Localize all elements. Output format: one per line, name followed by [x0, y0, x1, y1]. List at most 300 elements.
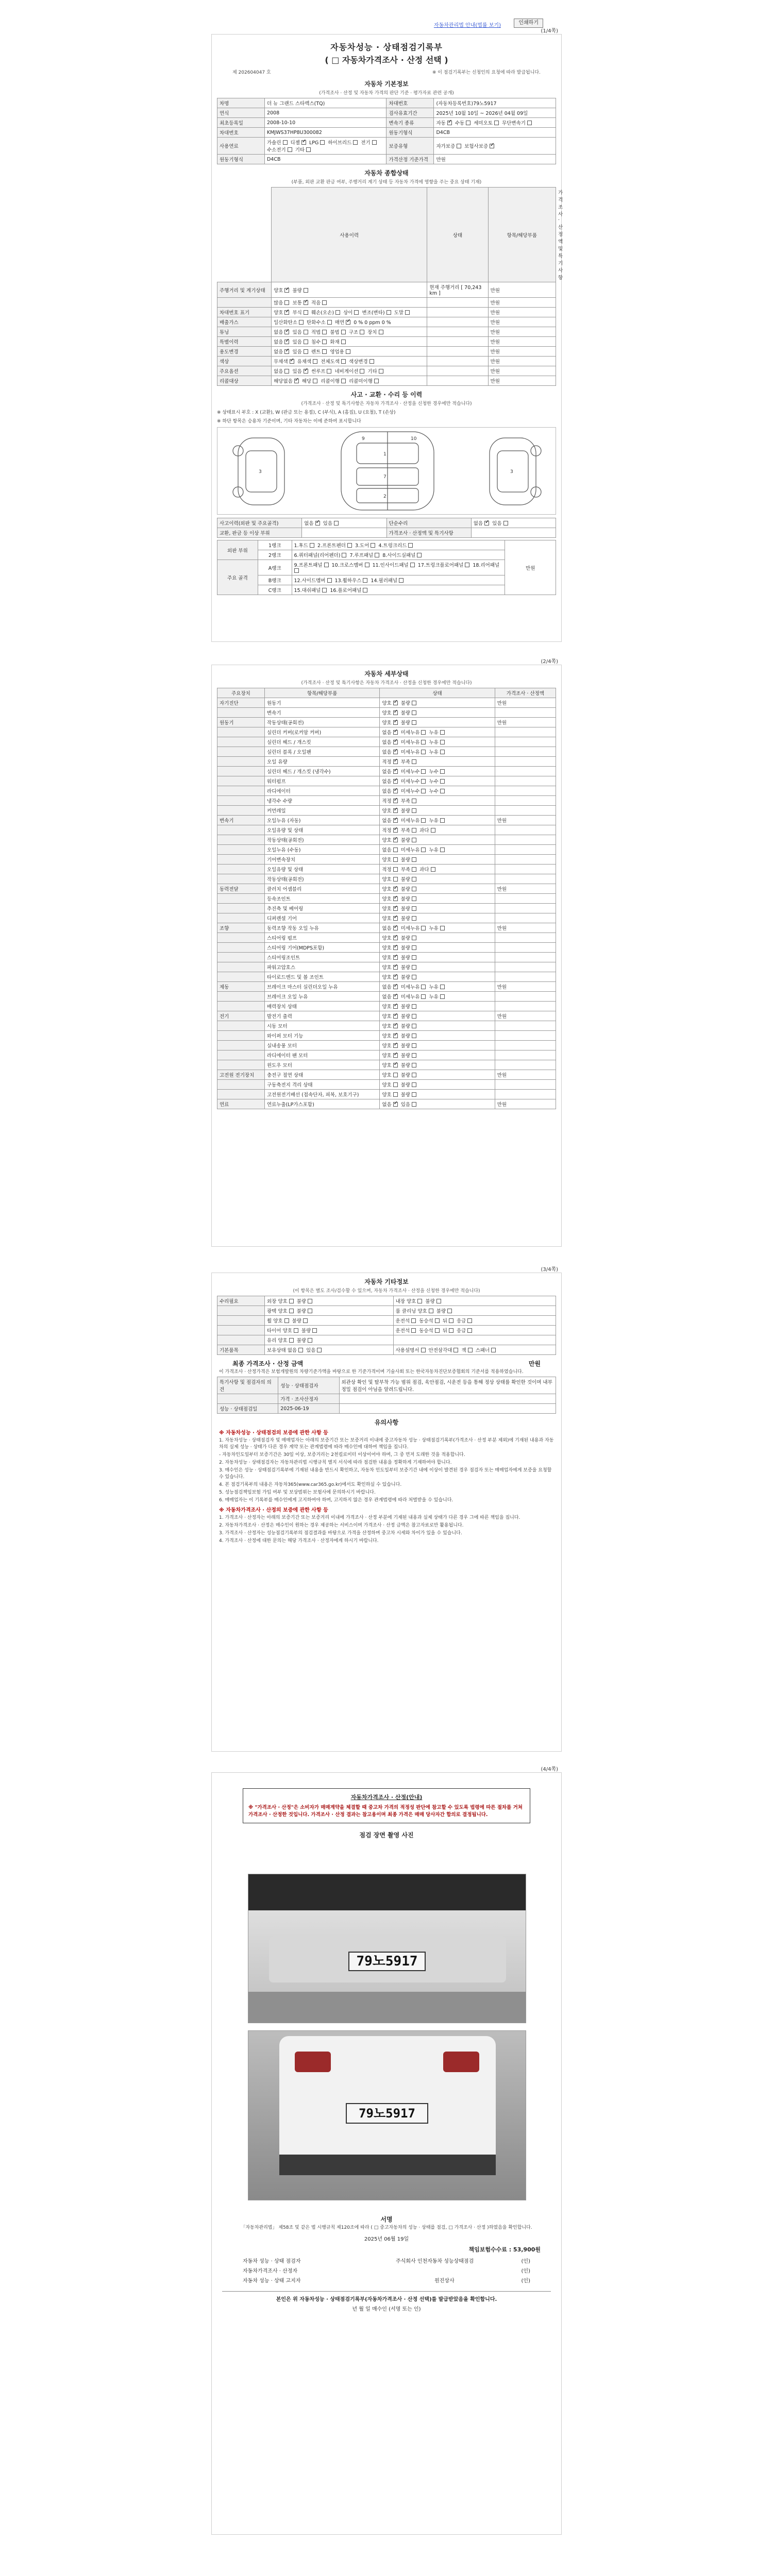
car-damage-diagram [217, 427, 556, 515]
table-cell: 타이어 양호 불량 [264, 1326, 393, 1335]
table-cell: 휠 양호 불량 [264, 1316, 393, 1326]
checkbox [449, 1328, 453, 1333]
checkbox [284, 349, 289, 354]
table-cell: 가격 · 조사산정자 [278, 1394, 339, 1404]
checkbox [484, 521, 489, 526]
table-cell: 최초등록일 [217, 118, 265, 128]
page-3 [211, 1267, 562, 1752]
checkbox [405, 310, 410, 315]
table-cell: 없음 ✓ 있음 적법 불법 구조 장치 [272, 327, 427, 337]
checkbox [393, 985, 398, 989]
table-cell: 없음 ✓ 미세누유 누유 [380, 747, 495, 757]
table-cell [217, 1002, 265, 1011]
checkbox [467, 1328, 472, 1333]
checkbox [322, 330, 327, 334]
table-cell: 양호 ✓ 불량 [380, 1021, 495, 1031]
checkbox [294, 379, 299, 383]
table-cell [217, 786, 265, 796]
checkbox [393, 1102, 398, 1107]
table-cell: 양호 불량 [380, 1090, 495, 1099]
table-row [217, 718, 556, 727]
table-cell: 라디에이터 팬 모터 [264, 1050, 379, 1060]
checkbox [421, 730, 426, 735]
table-cell: 차대번호 [386, 98, 434, 108]
checkbox [453, 1348, 458, 1352]
table-cell [495, 806, 556, 816]
table-cell [495, 855, 556, 865]
table-cell: 커먼레일 [264, 806, 379, 816]
accident-legend: ※ 상태표시 부호 : X (교환), W (판금 또는 용접), C (부식), A (흠집), U (요철), T (손상) [217, 410, 396, 415]
table-cell: 제동 [217, 982, 265, 992]
table-cell [495, 865, 556, 874]
checkbox [412, 945, 416, 950]
table-cell: 양호 ✓ 불량 [380, 1031, 495, 1041]
column-header: 상태 [380, 688, 495, 698]
table-row [217, 1080, 556, 1090]
table-cell [217, 894, 265, 904]
table-cell: 냉각수 수량 [264, 796, 379, 806]
table-cell: 만원 [505, 540, 556, 595]
table-row [217, 786, 556, 796]
accident-sub: (가격조사 · 산정 및 특기사항은 자동차 가격조사 · 산정을 신청한 경우에만 적습니다) [301, 401, 472, 406]
table-cell: 없음 있음 ✓ 썬루프 네비게이션 기타 [272, 366, 427, 376]
checkbox [334, 521, 339, 526]
table-cell: 용도변경 [217, 347, 272, 357]
table-cell [217, 845, 265, 855]
checkbox [304, 349, 308, 354]
signature-cell: 원진상사 [434, 2278, 455, 2284]
table-row [217, 1060, 556, 1070]
column-header: 항목/해당부품 [264, 688, 379, 698]
signature-row [243, 2276, 530, 2284]
table-row [217, 118, 556, 128]
table-cell: 양호 ✓ 불량 [380, 913, 495, 923]
table-cell: 운전석 동승석 뒤 응급 [393, 1326, 556, 1335]
photos-title: 점검 장면 촬영 사진 [359, 1832, 414, 1839]
checkbox [322, 349, 327, 354]
table-cell: 양호 ✓ 불량 [380, 884, 495, 894]
checkbox [440, 818, 445, 823]
table-cell [217, 874, 265, 884]
table-cell: 파워고압호스 [264, 962, 379, 972]
checkbox [375, 553, 379, 557]
checkbox [393, 1063, 398, 1067]
page-2 [211, 659, 562, 1247]
checkbox [494, 121, 499, 125]
checkbox [393, 1043, 398, 1048]
table-cell: 만원 [488, 337, 556, 347]
table-cell [495, 874, 556, 884]
table-row [217, 337, 556, 347]
page-1 [211, 28, 563, 642]
checkbox [421, 848, 426, 852]
table-cell [217, 855, 265, 865]
table-row [217, 1021, 556, 1031]
table-cell: 수리필요 [217, 1296, 265, 1306]
table-cell: 브레이크 오일 누유 [264, 992, 379, 1002]
table-cell [217, 1326, 265, 1335]
table-row [217, 1099, 556, 1109]
table-cell: 사고이력(외판 및 주요골격) [217, 518, 302, 528]
checkbox [313, 359, 317, 364]
page-count-4: (4/4쪽) [541, 1767, 558, 1772]
table-cell: 운전석 동승석 뒤 응급 [393, 1316, 556, 1326]
checkbox [412, 1063, 416, 1067]
table-cell: 해당없음 ✓ 해당 리콜이행 리콜미이행 [272, 376, 427, 386]
table-cell: 2008 [264, 108, 386, 118]
table-row [217, 1090, 556, 1099]
table-row [217, 737, 556, 747]
table-cell: 워터펌프 [264, 776, 379, 786]
table-cell: 시동 모터 [264, 1021, 379, 1031]
document-number: 제 202604047 호 [232, 70, 271, 75]
table-cell [217, 962, 265, 972]
table-cell [495, 786, 556, 796]
basic-info-title: 자동차 기본정보 [364, 80, 409, 88]
table-cell [427, 317, 488, 327]
table-cell: 조향 [217, 923, 265, 933]
inspection-photo-rear [248, 2030, 526, 2200]
checkbox [310, 543, 314, 548]
table-row [217, 1394, 556, 1404]
table-cell [495, 845, 556, 855]
table-cell: 스티어링 펌프 [264, 933, 379, 943]
table-cell: 튜닝 [217, 327, 272, 337]
table-cell: 없음 ✓ 있음 [302, 518, 386, 528]
notice-item: 2. 자동차성능 · 상태점검자는 자동차관리법 시행규칙 별지 서식에 따라 점검한 내용을 정확하게 기재하여야 합니다. [219, 1460, 452, 1465]
signature-date: 2025년 06월 19일 [364, 2236, 409, 2242]
table-row [217, 845, 556, 855]
accident-title: 사고 · 교환 · 수리 등 이력 [350, 391, 423, 398]
table-cell: (자동차등록번호)79노5917 [434, 98, 556, 108]
checkbox [412, 906, 416, 911]
svg-text:3: 3 [259, 469, 262, 474]
column-header: 주요장치 [217, 688, 265, 698]
table-row [217, 1306, 556, 1316]
checkbox [412, 1004, 416, 1009]
notice-item: 4. 본 점검기록부의 내용은 자동차365(www.car365.go.kr)에서도 확인하실 수 있습니다. [219, 1482, 402, 1487]
checkbox [322, 300, 327, 305]
checkbox [449, 1318, 453, 1323]
table-cell: 만원 [495, 1099, 556, 1109]
table-row [217, 913, 556, 923]
checkbox [284, 300, 289, 305]
table-cell [217, 1050, 265, 1060]
checkbox [503, 521, 508, 526]
table-cell [495, 1050, 556, 1060]
table-row [217, 155, 556, 164]
table-cell: 만원 [434, 155, 556, 164]
table-cell [217, 1060, 265, 1070]
buyer-sign-line: 년 월 일 매수인 (서명 또는 인) [352, 2307, 421, 2312]
checkbox [421, 994, 426, 999]
table-cell [495, 708, 556, 718]
checkbox [301, 140, 306, 145]
checkbox [290, 359, 294, 364]
table-cell: 배력장치 상태 [264, 1002, 379, 1011]
checkbox [304, 330, 308, 334]
price-guide-box [243, 1788, 530, 1823]
checkbox [393, 740, 398, 744]
svg-text:10: 10 [411, 436, 417, 442]
table-cell: 특기사항 및 점검자의 의견 [217, 1377, 278, 1394]
checkbox [393, 848, 398, 852]
table-cell: 없음 ✓ 미세누유 누유 [380, 982, 495, 992]
table-cell: 2랭크 [258, 550, 292, 560]
table-cell: 양호 ✓ 불량 [380, 1002, 495, 1011]
checkbox [411, 1318, 416, 1323]
checkbox [393, 701, 398, 705]
table-cell: 변속기 [217, 816, 265, 825]
table-row [217, 757, 556, 767]
checkbox [393, 779, 398, 784]
detail-title: 자동차 세부상태 [364, 670, 409, 677]
table-row [217, 376, 556, 386]
checkbox [393, 1014, 398, 1019]
checkbox [440, 985, 445, 989]
notice-item: 3. 매수인은 성능 · 상태점검기록부에 기재된 내용을 반드시 확인하고, 자동차 인도일부터 보증기간 내에 이상이 발견된 경우 점검자 또는 매매업자에게 보증을 요청할 수 있습니다. [219, 1468, 552, 1480]
svg-text:3: 3 [510, 469, 513, 474]
table-cell [217, 913, 265, 923]
checkbox [335, 310, 340, 315]
checkbox [284, 330, 289, 334]
checkbox [417, 1299, 422, 1303]
checkbox [354, 310, 359, 315]
checkbox [386, 310, 391, 315]
table-cell [495, 972, 556, 982]
column-header: 상태 [427, 188, 488, 282]
table-row [217, 767, 556, 776]
table-cell: 만원 [488, 347, 556, 357]
checkbox [412, 1102, 416, 1107]
table-cell: 연료누출(LP가스포함) [264, 1099, 379, 1109]
law-guide-link[interactable]: 자동차관리법 안내(법률 보기) [433, 23, 501, 28]
table-cell: 2025-06-19 [278, 1404, 339, 1414]
table-cell: 외장 양호 불량 [264, 1296, 393, 1306]
table-cell: B랭크 [258, 575, 292, 585]
table-cell: 원동기 [217, 718, 265, 727]
table-cell [495, 1041, 556, 1050]
checkbox [341, 340, 346, 344]
table-cell: 많음 보통 ✓ 적음 [272, 298, 427, 308]
checkbox [284, 369, 289, 374]
table-cell [339, 1404, 556, 1414]
table-cell: 검사유효기간 [386, 108, 434, 118]
table-cell: 적정 ✓ 부족 [380, 796, 495, 806]
table-row [217, 1335, 556, 1345]
other-table [217, 1296, 556, 1355]
print-button[interactable]: 인쇄하기 [514, 19, 543, 28]
table-cell [427, 308, 488, 317]
table-cell: 2025년 10월 10일 ~ 2026년 04월 09일 [434, 108, 556, 118]
table-cell: 변속기 [264, 708, 379, 718]
table-cell: 없음 ✓ 미세누유 누유 [380, 737, 495, 747]
checkbox [393, 857, 398, 862]
table-cell: 고전원전기배선 (접속단자, 피복, 보호기구) [264, 1090, 379, 1099]
checkbox [410, 563, 415, 567]
table-cell [495, 737, 556, 747]
checkbox [490, 144, 494, 148]
checkbox [435, 1328, 440, 1333]
basic-info-table [217, 98, 556, 164]
table-row [217, 972, 556, 982]
checkbox [303, 1318, 308, 1323]
table-cell: 양호 ✓ 불량 [380, 1060, 495, 1070]
checkbox [412, 975, 416, 979]
table-row [217, 874, 556, 884]
table-row [217, 357, 556, 366]
checkbox [393, 1082, 398, 1087]
table-cell: 만원 [495, 718, 556, 727]
table-cell: 발전기 출력 [264, 1011, 379, 1021]
final-price-title: 최종 가격조사 · 산정 금액 [232, 1360, 304, 1367]
column-header: 가격조사 · 산정액 [495, 688, 556, 698]
checkbox [289, 1299, 294, 1303]
checkbox [379, 330, 383, 334]
table-cell [495, 1090, 556, 1099]
table-row [217, 1050, 556, 1060]
table-cell: 없음 ✓ 미세누유 누유 [380, 923, 495, 933]
table-cell [217, 1090, 265, 1099]
table-row [217, 282, 556, 298]
table-cell: 만원 [488, 282, 556, 298]
checkbox [393, 1033, 398, 1038]
table-cell: KMJWS37HP8U300082 [264, 128, 386, 138]
checkbox [412, 887, 416, 891]
checkbox [393, 838, 398, 842]
checkbox [320, 140, 325, 145]
table-cell: 없음 ✓ 미세누수 누수 [380, 776, 495, 786]
table-cell [339, 1394, 556, 1404]
table-cell: D4CB [264, 155, 386, 164]
checkbox [304, 300, 308, 305]
table-cell: 성능 · 상태점검일 [217, 1404, 278, 1414]
table-cell [427, 347, 488, 357]
table-row [217, 992, 556, 1002]
table-cell: 고전원 전기장치 [217, 1070, 265, 1080]
table-cell [495, 796, 556, 806]
table-cell [471, 528, 556, 538]
table-cell: 동력조향 작동 오일 누유 [264, 923, 379, 933]
checkbox [431, 867, 435, 872]
notice-title: 유의사항 [374, 1419, 399, 1426]
table-row [217, 1345, 556, 1355]
table-cell: 특별이력 [217, 337, 272, 347]
checkbox [412, 701, 416, 705]
svg-text:1: 1 [383, 452, 386, 457]
table-row [217, 98, 556, 108]
table-cell: 양호 ✓ 불량 [272, 282, 427, 298]
table-row [217, 982, 556, 992]
notice-item: 4. 가격조사 · 산정에 대한 문의는 해당 가격조사 · 산정자에게 하시기 바랍니다. [219, 1538, 379, 1544]
table-row [217, 835, 556, 845]
checkbox [412, 1014, 416, 1019]
table-row [217, 747, 556, 757]
table-cell [495, 727, 556, 737]
table-cell [217, 776, 265, 786]
table-cell: 만원 [495, 816, 556, 825]
checkbox [304, 288, 308, 293]
table-cell [217, 953, 265, 962]
table-cell [495, 913, 556, 923]
checkbox [393, 994, 398, 999]
checkbox [411, 1328, 416, 1333]
checkbox [393, 945, 398, 950]
table-cell: 없음 ✓ 있음 [380, 1099, 495, 1109]
checkbox [412, 916, 416, 921]
table-cell: 등속조인트 [264, 894, 379, 904]
checkbox [412, 759, 416, 764]
table-cell [217, 992, 265, 1002]
table-cell [217, 1041, 265, 1050]
table-row [217, 540, 556, 550]
table-cell: 없음 ✓ 있음 렌트 영업용 [272, 347, 427, 357]
table-cell: 만원 [488, 366, 556, 376]
buyer-confirm: 본인은 위 자동차성능 · 상태점검기록부(자동차가격조사 · 산정 선택)를 발급받았음을 확인합니다. [276, 2297, 497, 2302]
table-cell: 1랭크 [258, 540, 292, 550]
notice-item: 5. 성능점검책임보험 가입 여부 및 보상범위는 보험사에 문의하시기 바랍니다. [219, 1490, 376, 1495]
table-cell [495, 776, 556, 786]
table-cell: 스티어링조인트 [264, 953, 379, 962]
checkbox [412, 955, 416, 960]
table-cell: 디퍼렌셜 기어 [264, 913, 379, 923]
checkbox [360, 330, 364, 334]
table-cell: 양호 ✓ 부식 훼손(오손) 상이 변조(변타) 도말 [272, 308, 427, 317]
opinion-table [217, 1377, 556, 1414]
checkbox [412, 857, 416, 862]
table-cell: 양호 ✓ 불량 [380, 953, 495, 962]
table-row [217, 138, 556, 155]
checkbox [372, 140, 377, 145]
table-cell: 전기 [217, 1011, 265, 1021]
table-row [217, 825, 556, 835]
table-cell: 스티어링 기어(MDPS포함) [264, 943, 379, 953]
table-cell [495, 1080, 556, 1090]
table-cell [495, 962, 556, 972]
signature-row [243, 2266, 530, 2274]
table-cell [217, 727, 265, 737]
checkbox [393, 867, 398, 872]
table-cell: 양호 ✓ 불량 [380, 904, 495, 913]
table-cell [427, 366, 488, 376]
table-cell: 실린더 블록 / 오일팬 [264, 747, 379, 757]
checkbox [440, 779, 445, 784]
checkbox [421, 985, 426, 989]
table-cell: 만원 [488, 298, 556, 308]
checkbox [369, 359, 374, 364]
table-row [217, 1011, 556, 1021]
table-cell: 없음 ✓ 있음 침수 화재 [272, 337, 427, 347]
table-cell [217, 933, 265, 943]
table-cell: 없음 ✓ 미세누유 누유 [380, 816, 495, 825]
checkbox [421, 740, 426, 744]
checkbox [431, 828, 435, 833]
table-cell: 동력전달 [217, 884, 265, 894]
document-note: ※ 이 점검기록부는 신청인의 요청에 따라 발급됩니다. [432, 70, 541, 75]
table-row [217, 528, 556, 538]
table-cell: 만원 [488, 308, 556, 317]
table-row [217, 796, 556, 806]
table-cell: 내장 양호 불량 [393, 1296, 556, 1306]
checkbox [440, 994, 445, 999]
table-cell [217, 708, 265, 718]
table-cell: 만원 [495, 698, 556, 708]
checkbox [294, 1328, 298, 1333]
table-cell: 없음 ✓ 미세누수 누수 [380, 786, 495, 796]
table-cell: 양호 ✓ 불량 [380, 835, 495, 845]
table-cell: 외판 부위 [217, 540, 258, 560]
table-cell: 양호 ✓ 불량 [380, 972, 495, 982]
